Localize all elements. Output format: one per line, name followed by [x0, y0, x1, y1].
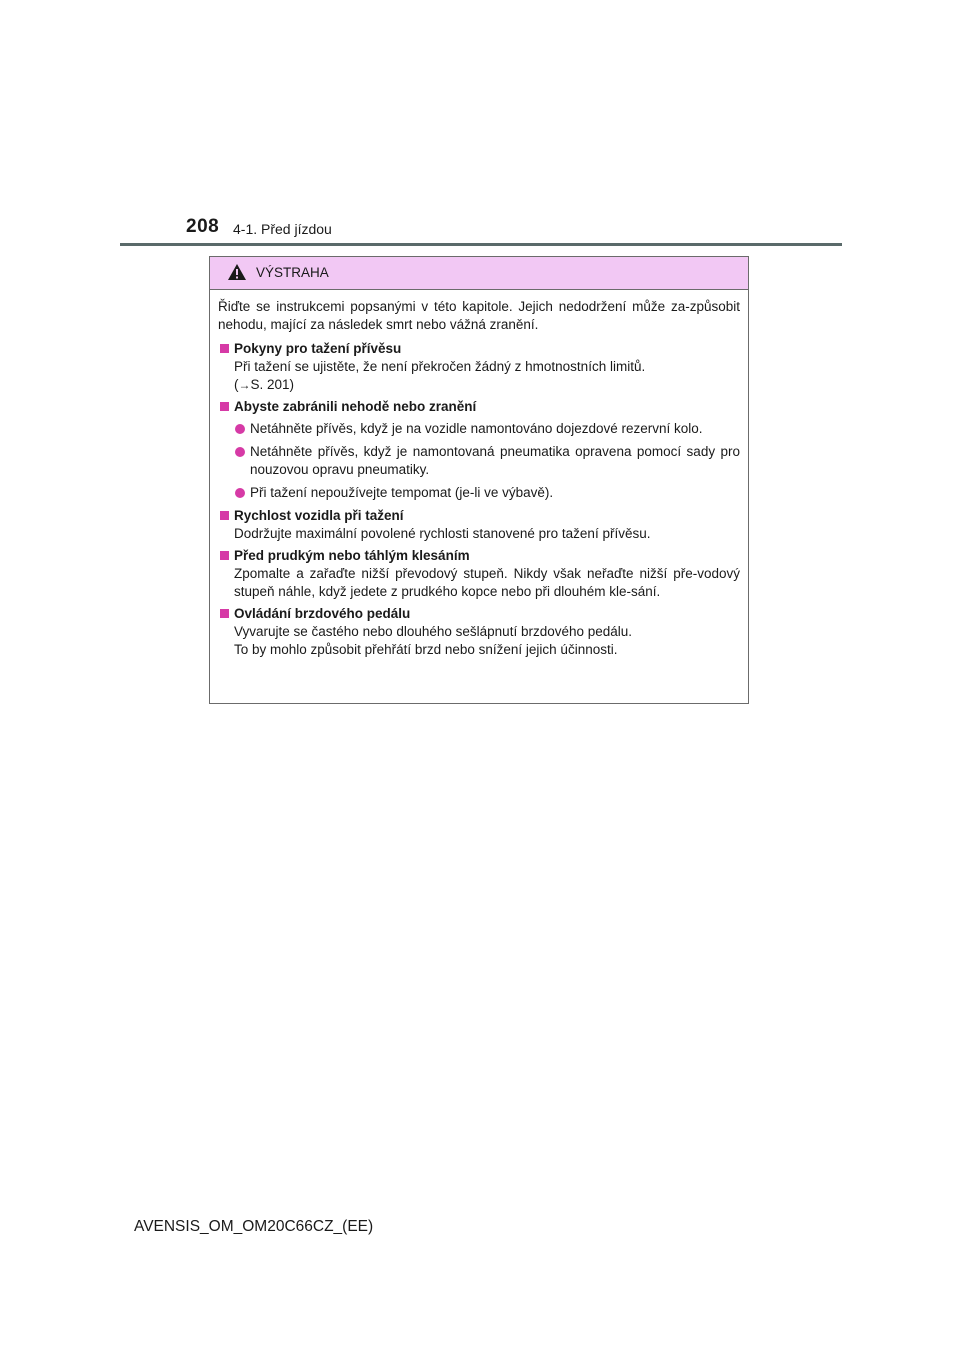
section-text: Při tažení se ujistěte, že není překročen žádný z hmotnostních limitů.: [234, 359, 646, 374]
square-bullet-icon: [220, 344, 229, 353]
list-item-text: Netáhněte přívěs, když je na vozidle namontováno dojezdové rezervní kolo.: [250, 421, 703, 436]
section-heading: [218, 340, 740, 358]
square-bullet-icon: [220, 551, 229, 560]
square-bullet-icon: [220, 609, 229, 618]
section-heading: [218, 605, 740, 623]
warning-intro: Řiďte se instrukcemi popsanými v této kapitole. Jejich nedodržení může za-způsobit nehodu, mající za následek smrt nebo vážná zranění.: [218, 299, 740, 332]
round-bullet-icon: [235, 447, 245, 457]
square-bullet-icon: [220, 511, 229, 520]
header-rule: [120, 243, 842, 246]
list-item: [218, 484, 740, 502]
list-item: [218, 420, 740, 438]
warning-header: [210, 257, 748, 290]
square-bullet-icon: [220, 402, 229, 411]
section-heading: [218, 547, 740, 565]
section-text: Zpomalte a zařaďte nižší převodový stupeň. Nikdy však neřaďte nižší pře-vodový stupeň náhle, když jedete z prudkého kopce nebo při dlouhém kle-sání.: [234, 566, 740, 599]
section-heading-text: Abyste zabránili nehodě nebo zranění: [234, 399, 477, 414]
section-text: Dodržujte maximální povolené rychlosti stanovené pro tažení přívěsu.: [234, 526, 651, 541]
warning-triangle-icon: [227, 263, 247, 281]
warning-box: [209, 256, 749, 704]
section-title: 4-1. Před jízdou: [233, 221, 332, 237]
section-brake-pedal: [218, 605, 740, 659]
page-reference-link[interactable]: S. 201: [250, 377, 290, 392]
section-heading-text: Rychlost vozidla při tažení: [234, 508, 404, 523]
section-heading-text: Pokyny pro tažení přívěsu: [234, 341, 402, 356]
list-item: [218, 443, 740, 479]
section-heading-text: Před prudkým nebo táhlým klesáním: [234, 548, 470, 563]
warning-title: VÝSTRAHA: [256, 265, 329, 280]
list-item-text: Při tažení nepoužívejte tempomat (je-li ve výbavě).: [250, 485, 554, 500]
section-heading-text: Ovládání brzdového pedálu: [234, 606, 411, 621]
page-number: 208: [186, 216, 220, 237]
round-bullet-icon: [235, 488, 245, 498]
section-heading: [218, 507, 740, 525]
page-reference: (→S. 201): [234, 377, 295, 392]
section-towing-instructions: [218, 340, 740, 394]
warning-body: [210, 290, 748, 659]
list-item-text: Netáhněte přívěs, když je namontovaná pneumatika opravena pomocí sady pro nouzovou opravu pneumatiky.: [250, 444, 740, 477]
section-text: Vyvarujte se častého nebo dlouhého sešlápnutí brzdového pedálu.: [234, 624, 633, 639]
round-bullet-icon: [235, 424, 245, 434]
section-towing-speed: [218, 507, 740, 543]
section-steep-descent: [218, 547, 740, 601]
section-text: To by mohlo způsobit přehřátí brzd nebo snížení jejich účinnosti.: [234, 642, 618, 657]
arrow-icon: →: [238, 378, 251, 392]
section-heading: [218, 398, 740, 416]
section-prevent-accident: [218, 398, 740, 502]
document-footer: AVENSIS_OM_OM20C66CZ_(EE): [134, 1218, 374, 1235]
